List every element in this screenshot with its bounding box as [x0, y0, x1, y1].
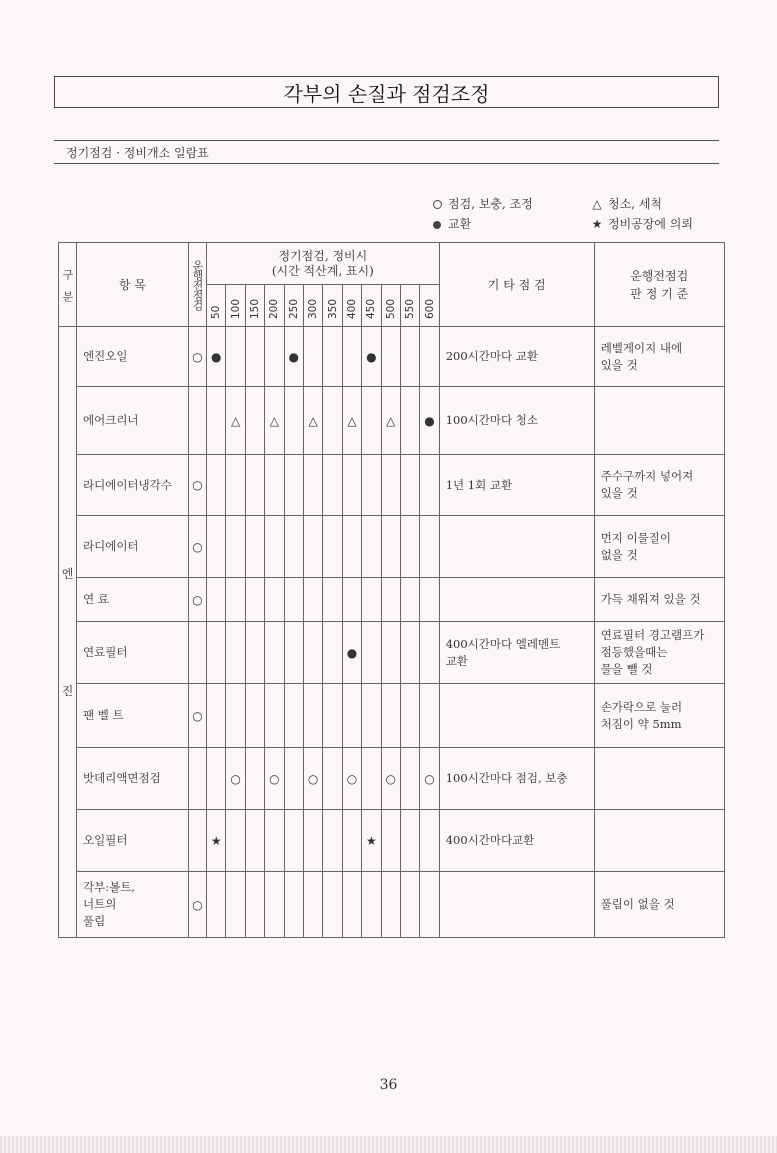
table-row	[59, 516, 725, 578]
empty-cell	[420, 810, 439, 872]
triangle-icon: △	[342, 387, 361, 455]
open-circle-icon	[430, 194, 444, 214]
periodic-header	[207, 243, 440, 285]
empty-cell	[284, 387, 303, 455]
pre-operation-mark: ○	[189, 516, 207, 578]
hours-header-50	[207, 285, 226, 327]
hours-label: 100	[229, 298, 242, 319]
hours-label: 300	[307, 298, 320, 319]
hours-header-100	[226, 285, 245, 327]
empty-cell	[207, 387, 226, 455]
empty-cell	[362, 872, 381, 938]
empty-cell	[362, 748, 381, 810]
empty-cell	[284, 516, 303, 578]
star-icon: ★	[207, 810, 226, 872]
empty-cell	[265, 810, 284, 872]
legend-triangle-label: 청소, 세척	[608, 197, 662, 211]
empty-cell	[245, 810, 264, 872]
category-label-top: 엔	[61, 567, 74, 581]
other-inspection-cell	[439, 578, 594, 622]
empty-cell	[265, 872, 284, 938]
empty-cell	[207, 578, 226, 622]
empty-cell	[303, 327, 322, 387]
hours-header-400	[342, 285, 361, 327]
table-row	[59, 748, 725, 810]
category-cell-engine	[59, 327, 77, 938]
empty-cell	[420, 455, 439, 516]
empty-cell	[400, 327, 419, 387]
empty-cell	[381, 327, 400, 387]
criteria-cell	[594, 387, 724, 455]
empty-cell	[226, 455, 245, 516]
category-header-label: 구 분	[61, 268, 74, 301]
empty-cell	[342, 872, 361, 938]
hours-header-450	[362, 285, 381, 327]
empty-cell	[400, 387, 419, 455]
empty-cell	[362, 387, 381, 455]
empty-cell	[323, 387, 342, 455]
hours-header-550	[400, 285, 419, 327]
empty-cell	[303, 622, 322, 684]
empty-cell	[207, 748, 226, 810]
item-cell: 밧데리액면점검	[77, 748, 189, 810]
empty-cell	[245, 578, 264, 622]
item-cell: 라디에이터냉각수	[77, 455, 189, 516]
empty-cell	[284, 872, 303, 938]
criteria-cell	[594, 810, 724, 872]
pre-operation-mark: ○	[189, 578, 207, 622]
empty-cell	[226, 516, 245, 578]
open-circle-icon: ○	[420, 748, 439, 810]
empty-cell	[323, 684, 342, 748]
category-header	[59, 243, 77, 327]
empty-cell	[207, 622, 226, 684]
open-circle-icon: ○	[303, 748, 322, 810]
empty-cell	[400, 622, 419, 684]
empty-cell	[381, 684, 400, 748]
hours-header-150	[245, 285, 264, 327]
table-row	[59, 872, 725, 938]
page-number: 36	[379, 1077, 398, 1093]
table-row	[59, 810, 725, 872]
criteria-header	[594, 243, 724, 327]
other-inspection-cell: 100시간마다 청소	[439, 387, 594, 455]
empty-cell	[323, 578, 342, 622]
empty-cell	[362, 516, 381, 578]
empty-cell	[303, 455, 322, 516]
legend-filled-circle	[430, 214, 471, 234]
empty-cell	[323, 516, 342, 578]
empty-cell	[362, 578, 381, 622]
pre-operation-mark: ○	[189, 455, 207, 516]
empty-cell	[342, 455, 361, 516]
empty-cell	[245, 327, 264, 387]
empty-cell	[265, 684, 284, 748]
scan-edge	[0, 1136, 777, 1153]
empty-cell	[207, 872, 226, 938]
empty-cell	[207, 516, 226, 578]
empty-cell	[226, 872, 245, 938]
pre-operation-mark	[189, 810, 207, 872]
hours-label: 600	[423, 298, 436, 319]
criteria-cell: 주수구까지 넣어져 있을 것	[594, 455, 724, 516]
item-cell: 엔진오일	[77, 327, 189, 387]
other-inspection-cell: 400시간마다 엘레멘트 교환	[439, 622, 594, 684]
other-inspection-cell	[439, 872, 594, 938]
filled-circle-icon: ●	[420, 387, 439, 455]
empty-cell	[420, 872, 439, 938]
hours-label: 50	[210, 305, 223, 319]
criteria-cell	[594, 748, 724, 810]
legend-star	[590, 214, 693, 234]
filled-circle-icon: ●	[362, 327, 381, 387]
empty-cell	[381, 872, 400, 938]
criteria-cell: 가득 채워져 있을 것	[594, 578, 724, 622]
empty-cell	[420, 578, 439, 622]
empty-cell	[265, 516, 284, 578]
empty-cell	[342, 684, 361, 748]
pre-operation-mark	[189, 748, 207, 810]
other-inspection-cell	[439, 684, 594, 748]
empty-cell	[245, 387, 264, 455]
periodic-header-line1: 정기점검, 정비시	[278, 248, 368, 263]
triangle-icon: △	[265, 387, 284, 455]
empty-cell	[400, 516, 419, 578]
filled-circle-icon: ●	[207, 327, 226, 387]
criteria-cell: 손가락으로 눌러 처짐이 약 5mm	[594, 684, 724, 748]
empty-cell	[362, 455, 381, 516]
empty-cell	[381, 516, 400, 578]
periodic-header-line2: (시간 적산계, 표시)	[271, 263, 374, 278]
empty-cell	[400, 748, 419, 810]
item-cell: 팬 벨 트	[77, 684, 189, 748]
hours-label: 400	[345, 298, 358, 319]
empty-cell	[323, 748, 342, 810]
empty-cell	[420, 684, 439, 748]
item-cell: 연 료	[77, 578, 189, 622]
legend-open-circle-label: 점검, 보충, 조정	[448, 197, 533, 211]
criteria-cell: 풀림이 없을 것	[594, 872, 724, 938]
empty-cell	[303, 578, 322, 622]
hours-header-600	[420, 285, 439, 327]
empty-cell	[226, 327, 245, 387]
empty-cell	[400, 455, 419, 516]
empty-cell	[303, 872, 322, 938]
empty-cell	[323, 455, 342, 516]
table-row	[59, 327, 725, 387]
empty-cell	[400, 578, 419, 622]
empty-cell	[245, 684, 264, 748]
empty-cell	[323, 872, 342, 938]
empty-cell	[303, 810, 322, 872]
empty-cell	[381, 810, 400, 872]
legend-triangle	[590, 194, 662, 214]
criteria-header-line1: 운행전점검	[630, 268, 689, 283]
empty-cell	[362, 684, 381, 748]
empty-cell	[265, 622, 284, 684]
empty-cell	[207, 684, 226, 748]
empty-cell	[342, 810, 361, 872]
other-inspection-cell: 200시간마다 교환	[439, 327, 594, 387]
category-label-bottom: 진	[61, 684, 74, 698]
empty-cell	[284, 684, 303, 748]
empty-cell	[284, 622, 303, 684]
empty-cell	[245, 748, 264, 810]
empty-cell	[245, 516, 264, 578]
hours-label: 250	[287, 298, 300, 319]
other-inspection-cell	[439, 516, 594, 578]
inspection-table	[58, 242, 725, 938]
empty-cell	[226, 684, 245, 748]
item-cell: 오일필터	[77, 810, 189, 872]
empty-cell	[303, 684, 322, 748]
empty-cell	[245, 872, 264, 938]
empty-cell	[284, 455, 303, 516]
hours-label: 200	[268, 298, 281, 319]
empty-cell	[420, 516, 439, 578]
other-inspection-cell: 400시간마다교환	[439, 810, 594, 872]
page-title: 각부의 손질과 점검조정	[54, 76, 719, 108]
hours-header-300	[303, 285, 322, 327]
triangle-icon: △	[303, 387, 322, 455]
empty-cell	[265, 327, 284, 387]
empty-cell	[323, 622, 342, 684]
empty-cell	[342, 578, 361, 622]
open-circle-icon: ○	[342, 748, 361, 810]
empty-cell	[284, 810, 303, 872]
other-inspection-cell: 1년 1회 교환	[439, 455, 594, 516]
empty-cell	[381, 578, 400, 622]
empty-cell	[400, 684, 419, 748]
empty-cell	[342, 516, 361, 578]
pre-operation-mark: ○	[189, 872, 207, 938]
empty-cell	[400, 810, 419, 872]
empty-cell	[265, 578, 284, 622]
pre-operation-mark: ○	[189, 327, 207, 387]
empty-cell	[400, 872, 419, 938]
star-icon: ★	[591, 217, 603, 231]
empty-cell	[207, 455, 226, 516]
empty-cell	[284, 578, 303, 622]
empty-cell	[226, 622, 245, 684]
table-row	[59, 578, 725, 622]
table-row	[59, 387, 725, 455]
hours-label: 450	[365, 298, 378, 319]
empty-cell	[226, 810, 245, 872]
filled-circle-icon: ●	[284, 327, 303, 387]
empty-cell	[303, 516, 322, 578]
empty-cell	[420, 622, 439, 684]
pre-operation-mark	[189, 387, 207, 455]
hours-label: 500	[384, 298, 397, 319]
open-circle-icon: ○	[381, 748, 400, 810]
hours-header-500	[381, 285, 400, 327]
table-row	[59, 622, 725, 684]
hours-header-200	[265, 285, 284, 327]
criteria-cell: 레벨게이지 내에 있을 것	[594, 327, 724, 387]
hours-label: 550	[404, 298, 417, 319]
legend-filled-circle-label: 교환	[448, 217, 472, 231]
legend-star-label: 정비공장에 의뢰	[608, 217, 693, 231]
empty-cell	[265, 455, 284, 516]
other-header: 기 타 점 검	[439, 243, 594, 327]
section-subtitle: 정기점검 · 정비개소 일람표	[54, 140, 719, 164]
item-cell: 연료필터	[77, 622, 189, 684]
item-cell: 에어크리너	[77, 387, 189, 455]
criteria-header-line2: 판 정 기 준	[630, 286, 689, 301]
hours-header-350	[323, 285, 342, 327]
pre-operation-mark: ○	[189, 684, 207, 748]
triangle-icon: △	[381, 387, 400, 455]
pre-operation-header-label: 운행전점검	[191, 259, 204, 310]
filled-circle-icon	[430, 214, 444, 234]
empty-cell	[342, 327, 361, 387]
criteria-cell: 먼지 이물질이 없을 것	[594, 516, 724, 578]
empty-cell	[245, 622, 264, 684]
item-cell: 라디에이터	[77, 516, 189, 578]
empty-cell	[284, 748, 303, 810]
empty-cell	[362, 622, 381, 684]
open-circle-icon: ○	[226, 748, 245, 810]
star-icon: ★	[362, 810, 381, 872]
item-cell: 각부:볼트, 너트의 풀림	[77, 872, 189, 938]
hours-label: 350	[326, 298, 339, 319]
filled-circle-icon: ●	[342, 622, 361, 684]
open-circle-icon: ○	[265, 748, 284, 810]
hours-header-250	[284, 285, 303, 327]
item-header: 항 목	[77, 243, 189, 327]
hours-label: 150	[248, 298, 261, 319]
empty-cell	[245, 455, 264, 516]
empty-cell	[420, 327, 439, 387]
empty-cell	[323, 327, 342, 387]
empty-cell	[381, 455, 400, 516]
empty-cell	[226, 578, 245, 622]
empty-cell	[381, 622, 400, 684]
criteria-cell: 연료필터 경고램프가 점등했을때는 물을 뺄 것	[594, 622, 724, 684]
table-row	[59, 684, 725, 748]
pre-operation-header	[189, 243, 207, 327]
empty-cell	[323, 810, 342, 872]
legend-open-circle	[430, 194, 533, 214]
triangle-icon: △	[226, 387, 245, 455]
other-inspection-cell: 100시간마다 점검, 보충	[439, 748, 594, 810]
pre-operation-mark	[189, 622, 207, 684]
triangle-icon: △	[592, 197, 602, 211]
table-row	[59, 455, 725, 516]
